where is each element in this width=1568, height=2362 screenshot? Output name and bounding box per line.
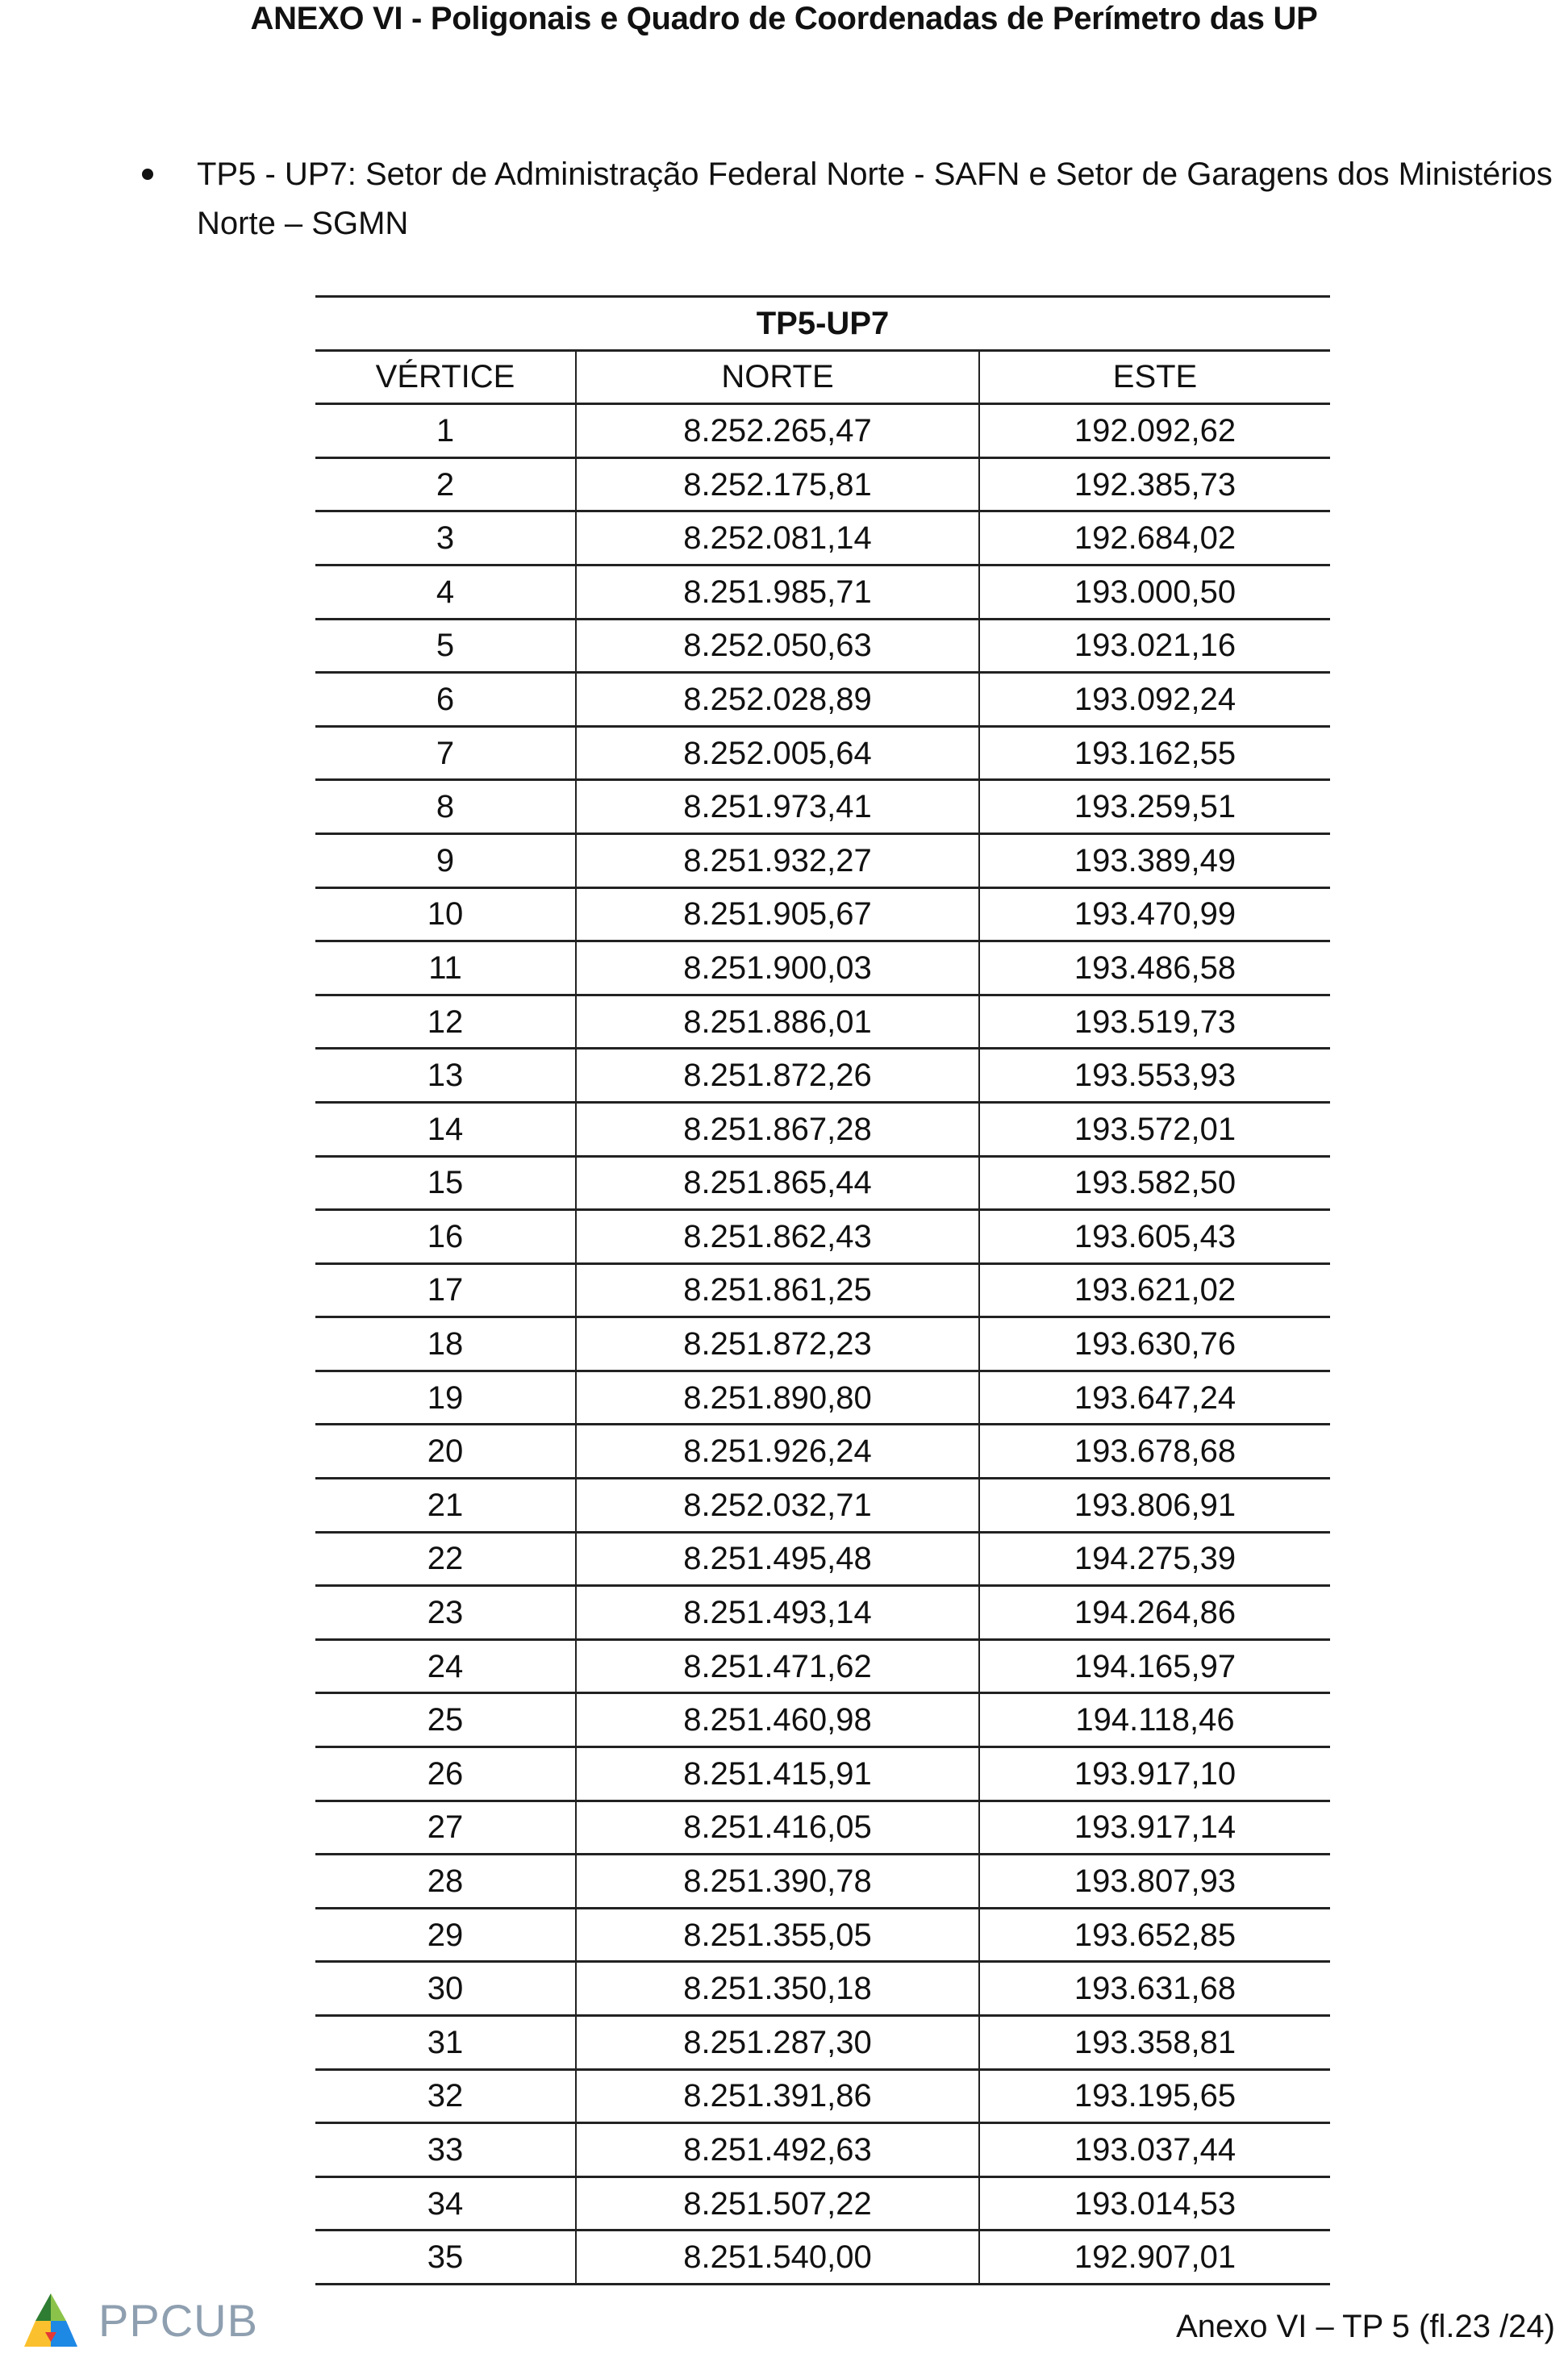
cell-este: 193.605,43	[979, 1210, 1330, 1264]
cell-vertice: 13	[315, 1049, 576, 1103]
table-row	[315, 1263, 1330, 1317]
cell-este: 192.907,01	[979, 2231, 1330, 2285]
cell-norte: 8.251.926,24	[576, 1425, 979, 1479]
cell-vertice: 30	[315, 1962, 576, 2016]
cell-norte: 8.252.028,89	[576, 673, 979, 727]
ppcub-logo-text: PPCUB	[98, 2294, 258, 2346]
cell-este: 193.572,01	[979, 1102, 1330, 1156]
cell-este: 192.092,62	[979, 404, 1330, 458]
cell-norte: 8.251.355,05	[576, 1908, 979, 1962]
col-header-este: ESTE	[979, 350, 1330, 404]
table-row	[315, 1801, 1330, 1855]
table-row	[315, 1371, 1330, 1425]
cell-este: 193.519,73	[979, 995, 1330, 1049]
page-header: ANEXO VI - Poligonais e Quadro de Coordenadas de Perímetro das UP	[250, 1, 1318, 36]
table-row	[315, 1747, 1330, 1801]
table-row	[315, 1210, 1330, 1264]
cell-este: 193.621,02	[979, 1263, 1330, 1317]
table-row	[315, 2176, 1330, 2231]
table-row	[315, 1425, 1330, 1479]
cell-este: 193.652,85	[979, 1908, 1330, 1962]
cell-norte: 8.251.973,41	[576, 780, 979, 834]
cell-norte: 8.251.415,91	[576, 1747, 979, 1801]
cell-este: 193.259,51	[979, 780, 1330, 834]
cell-norte: 8.252.050,63	[576, 619, 979, 673]
cell-vertice: 1	[315, 404, 576, 458]
cell-vertice: 12	[315, 995, 576, 1049]
cell-norte: 8.251.460,98	[576, 1693, 979, 1747]
cell-este: 193.582,50	[979, 1156, 1330, 1210]
table-row	[315, 995, 1330, 1049]
table-row	[315, 780, 1330, 834]
cell-norte: 8.251.507,22	[576, 2176, 979, 2231]
cell-norte: 8.252.032,71	[576, 1479, 979, 1533]
table-row	[315, 1532, 1330, 1586]
cell-vertice: 15	[315, 1156, 576, 1210]
table-row	[315, 1908, 1330, 1962]
cell-vertice: 26	[315, 1747, 576, 1801]
cell-vertice: 34	[315, 2176, 576, 2231]
cell-vertice: 3	[315, 511, 576, 565]
table-row	[315, 1479, 1330, 1533]
table-header-row	[315, 350, 1330, 404]
table-row	[315, 1693, 1330, 1747]
table-row	[315, 1317, 1330, 1371]
ppcub-logo	[21, 2288, 258, 2352]
cell-este: 193.037,44	[979, 2123, 1330, 2177]
cell-este: 193.631,68	[979, 1962, 1330, 2016]
cell-norte: 8.251.872,26	[576, 1049, 979, 1103]
cell-este: 193.358,81	[979, 2016, 1330, 2070]
cell-este: 193.630,76	[979, 1317, 1330, 1371]
cell-norte: 8.251.886,01	[576, 995, 979, 1049]
cell-este: 193.806,91	[979, 1479, 1330, 1533]
cell-norte: 8.251.492,63	[576, 2123, 979, 2177]
cell-vertice: 29	[315, 1908, 576, 1962]
cell-norte: 8.251.287,30	[576, 2016, 979, 2070]
cell-vertice: 11	[315, 941, 576, 995]
table-row	[315, 1855, 1330, 1909]
cell-norte: 8.251.985,71	[576, 565, 979, 619]
cell-norte: 8.251.865,44	[576, 1156, 979, 1210]
table-row	[315, 565, 1330, 619]
table-row	[315, 457, 1330, 511]
cell-norte: 8.252.081,14	[576, 511, 979, 565]
table-row	[315, 673, 1330, 727]
cell-norte: 8.251.471,62	[576, 1639, 979, 1693]
cell-vertice: 22	[315, 1532, 576, 1586]
cell-este: 194.275,39	[979, 1532, 1330, 1586]
cell-vertice: 33	[315, 2123, 576, 2177]
cell-este: 193.917,14	[979, 1801, 1330, 1855]
cell-norte: 8.251.890,80	[576, 1371, 979, 1425]
cell-vertice: 20	[315, 1425, 576, 1479]
table-row	[315, 1586, 1330, 1640]
table-row	[315, 1049, 1330, 1103]
cell-este: 194.118,46	[979, 1693, 1330, 1747]
cell-norte: 8.251.932,27	[576, 833, 979, 887]
cell-norte: 8.251.905,67	[576, 887, 979, 941]
table-title-row	[315, 297, 1330, 351]
table-row	[315, 1102, 1330, 1156]
col-header-norte: NORTE	[576, 350, 979, 404]
table-row	[315, 887, 1330, 941]
table-row	[315, 1962, 1330, 2016]
coordinates-table	[315, 295, 1330, 2285]
cell-vertice: 8	[315, 780, 576, 834]
cell-este: 193.917,10	[979, 1747, 1330, 1801]
cell-vertice: 32	[315, 2069, 576, 2123]
cell-norte: 8.252.265,47	[576, 404, 979, 458]
cell-vertice: 5	[315, 619, 576, 673]
cell-vertice: 25	[315, 1693, 576, 1747]
cell-este: 194.165,97	[979, 1639, 1330, 1693]
cell-este: 193.195,65	[979, 2069, 1330, 2123]
cell-vertice: 24	[315, 1639, 576, 1693]
table-row	[315, 2231, 1330, 2285]
cell-vertice: 14	[315, 1102, 576, 1156]
table-row	[315, 511, 1330, 565]
table-row	[315, 2069, 1330, 2123]
cell-este: 193.000,50	[979, 565, 1330, 619]
cell-vertice: 9	[315, 833, 576, 887]
cell-vertice: 6	[315, 673, 576, 727]
table-row	[315, 2123, 1330, 2177]
cell-vertice: 2	[315, 457, 576, 511]
cell-norte: 8.251.900,03	[576, 941, 979, 995]
cell-este: 193.553,93	[979, 1049, 1330, 1103]
cell-vertice: 7	[315, 726, 576, 780]
cell-norte: 8.251.416,05	[576, 1801, 979, 1855]
cell-este: 193.092,24	[979, 673, 1330, 727]
cell-norte: 8.251.350,18	[576, 1962, 979, 2016]
table-row	[315, 726, 1330, 780]
cell-vertice: 4	[315, 565, 576, 619]
cell-este: 193.470,99	[979, 887, 1330, 941]
cell-norte: 8.251.495,48	[576, 1532, 979, 1586]
table-row	[315, 619, 1330, 673]
table-body	[315, 404, 1330, 2285]
cell-vertice: 28	[315, 1855, 576, 1909]
cell-este: 193.647,24	[979, 1371, 1330, 1425]
cell-este: 193.678,68	[979, 1425, 1330, 1479]
cell-norte: 8.251.861,25	[576, 1263, 979, 1317]
cell-este: 193.021,16	[979, 619, 1330, 673]
cell-vertice: 21	[315, 1479, 576, 1533]
cell-vertice: 18	[315, 1317, 576, 1371]
cell-este: 193.014,53	[979, 2176, 1330, 2231]
cell-norte: 8.251.867,28	[576, 1102, 979, 1156]
cell-vertice: 27	[315, 1801, 576, 1855]
cell-vertice: 10	[315, 887, 576, 941]
col-header-vertice: VÉRTICE	[315, 350, 576, 404]
cell-norte: 8.252.175,81	[576, 457, 979, 511]
table-row	[315, 1156, 1330, 1210]
table-row	[315, 833, 1330, 887]
page-reference: Anexo VI – TP 5 (fl.23 /24)	[1176, 2309, 1555, 2344]
cell-este: 192.684,02	[979, 511, 1330, 565]
cell-vertice: 31	[315, 2016, 576, 2070]
cell-vertice: 16	[315, 1210, 576, 1264]
cell-norte: 8.251.872,23	[576, 1317, 979, 1371]
cell-este: 193.486,58	[979, 941, 1330, 995]
cell-este: 193.807,93	[979, 1855, 1330, 1909]
cell-este: 194.264,86	[979, 1586, 1330, 1640]
intro-bullet	[142, 150, 1562, 248]
table-title: TP5-UP7	[315, 297, 1330, 351]
cell-norte: 8.251.493,14	[576, 1586, 979, 1640]
bullet-icon	[142, 169, 153, 180]
table-row	[315, 2016, 1330, 2070]
cell-norte: 8.251.540,00	[576, 2231, 979, 2285]
intro-text: TP5 - UP7: Setor de Administração Federal Norte - SAFN e Setor de Garagens dos Ministérios Norte – SGMN	[197, 156, 1553, 241]
cell-este: 193.389,49	[979, 833, 1330, 887]
cell-este: 192.385,73	[979, 457, 1330, 511]
cell-vertice: 35	[315, 2231, 576, 2285]
cell-norte: 8.251.390,78	[576, 1855, 979, 1909]
cell-vertice: 19	[315, 1371, 576, 1425]
cell-norte: 8.252.005,64	[576, 726, 979, 780]
cell-vertice: 23	[315, 1586, 576, 1640]
cell-este: 193.162,55	[979, 726, 1330, 780]
table-row	[315, 1639, 1330, 1693]
table-row	[315, 404, 1330, 458]
cell-norte: 8.251.391,86	[576, 2069, 979, 2123]
cell-vertice: 17	[315, 1263, 576, 1317]
cell-norte: 8.251.862,43	[576, 1210, 979, 1264]
ppcub-logo-icon	[21, 2290, 81, 2350]
table-row	[315, 941, 1330, 995]
